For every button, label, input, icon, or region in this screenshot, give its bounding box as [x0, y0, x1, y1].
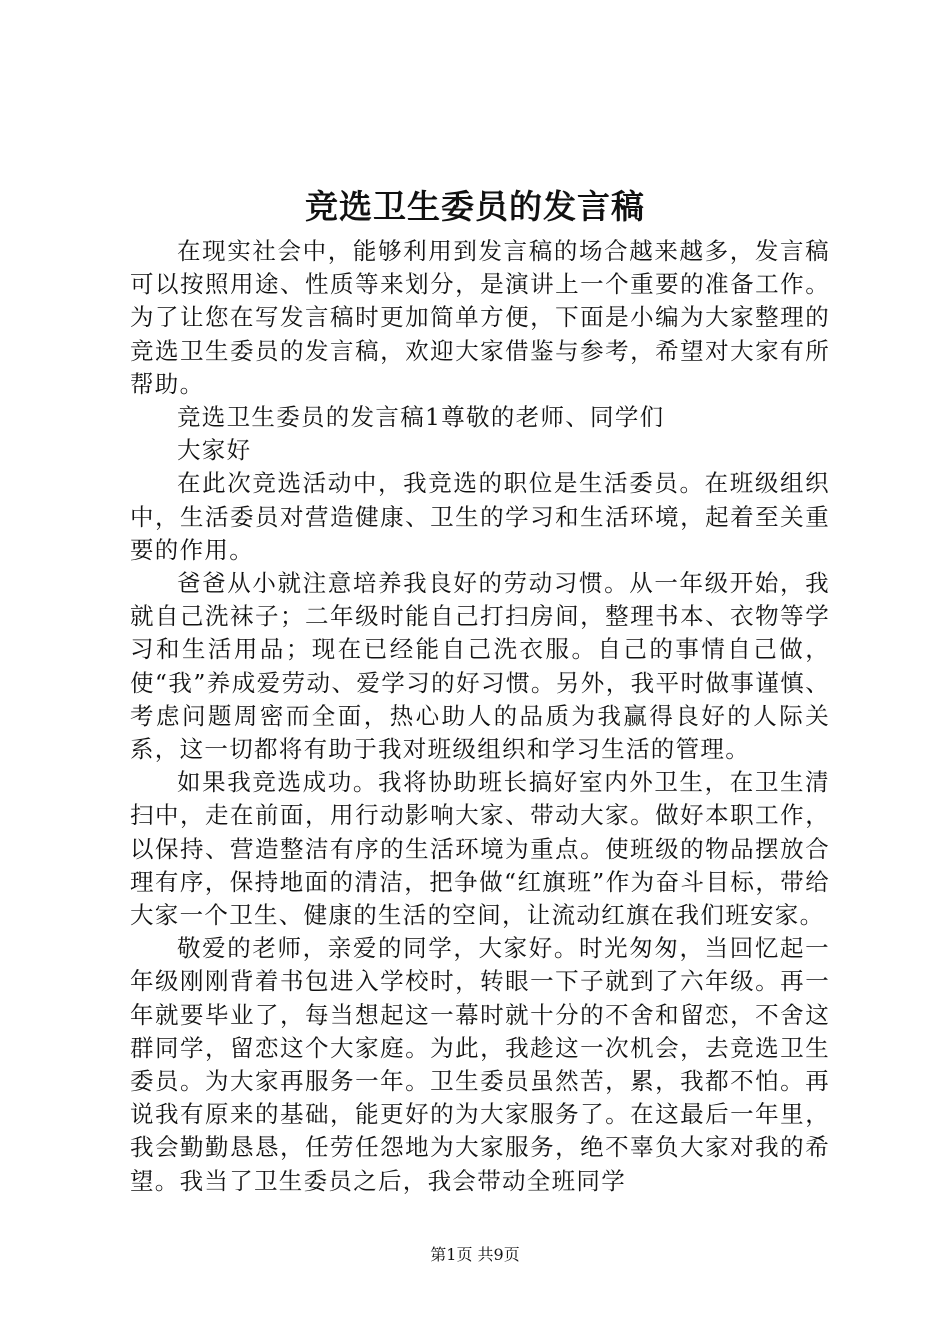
paragraph-greeting: 大家好 — [177, 436, 252, 465]
document-body — [130, 235, 830, 1198]
paragraph-position: 在此次竞选活动中，我竞选的职位是生活委员。在班级组织中，生活委员对营造健康、卫生的学习和生活环境，起着至关重要的作用。 — [130, 469, 830, 564]
paragraph-habits: 爸爸从小就注意培养我良好的劳动习惯。从一年级开始，我就自己洗袜子；二年级时能自己打扫房间，整理书本、衣物等学习和生活用品；现在已经能自己洗衣服。自己的事情自己做，使“我”养成爱劳动、爱学习的好习惯。另外，我平时做事谨慎、考虑问题周密而全面，热心助人的品质为我赢得良好的人际关系，这一切都将有助于我对班级组织和学习生活的管理。 — [130, 569, 830, 764]
paragraph-speech-heading: 竞选卫生委员的发言稿1尊敬的老师、同学们 — [177, 403, 665, 432]
paragraph-intro: 在现实社会中，能够利用到发言稿的场合越来越多，发言稿可以按照用途、性质等来划分，是演讲上一个重要的准备工作。为了让您在写发言稿时更加简单方便，下面是小编为大家整理的竞选卫生委员的发言稿，欢迎大家借鉴与参考，希望对大家有所帮助。 — [130, 237, 830, 398]
paragraph-plan: 如果我竞选成功。我将协助班长搞好室内外卫生，在卫生清扫中，走在前面，用行动影响大家、带动大家。做好本职工作，以保持、营造整洁有序的生活环境为重点。使班级的物品摆放合理有序，保持地面的清洁，把争做“红旗班”作为奋斗目标，带给大家一个卫生、健康的生活的空间，让流动红旗在我们班安家。 — [130, 768, 830, 930]
document-title: 竞选卫生委员的发言稿 — [305, 187, 645, 226]
paragraph-second-speech: 敬爱的老师，亲爱的同学，大家好。时光匆匆，当回忆起一年级刚刚背着书包进入学校时，转眼一下子就到了六年级。再一年就要毕业了，每当想起这一幕时就十分的不舍和留恋，不舍这群同学，留恋这个大家庭。为此，我趁这一次机会，去竞选卫生委员。为大家再服务一年。卫生委员虽然苦，累，我都不怕。再说我有原来的基础，能更好的为大家服务了。在这最后一年里，我会勤勤恳恳，任劳任怨地为大家服务，绝不辜负大家对我的希望。我当了卫生委员之后，我会带动全班同学 — [130, 934, 830, 1195]
page-number-footer: 第1页 共9页 — [430, 1245, 520, 1264]
